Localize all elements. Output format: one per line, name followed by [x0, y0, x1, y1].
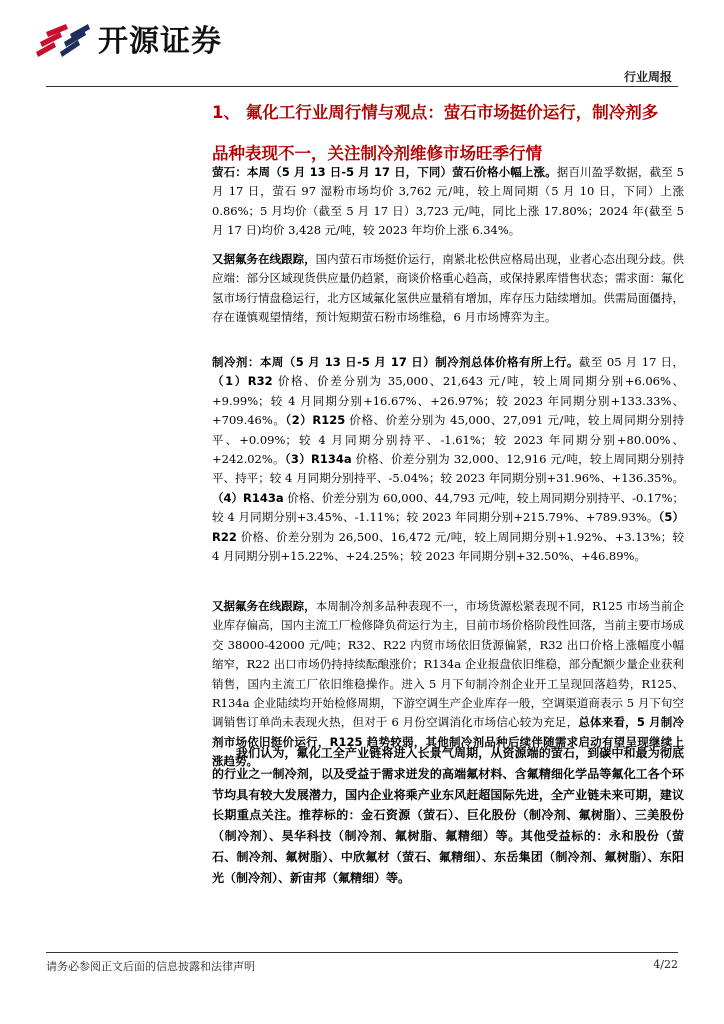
footer-disclaimer: 请务必参阅正文后面的信息披露和法律声明	[46, 960, 255, 973]
report-type-label: 行业周报	[623, 70, 672, 84]
refrigerant-lead: 制冷剂：本周（5 月 13 日-5 月 17 日）制冷剂总体价格有所上行。	[212, 355, 579, 369]
brand-name: 开源证券	[98, 24, 222, 59]
logo-mark-icon	[34, 22, 92, 62]
r22-body: 价格、价差分别为 26,500、16,472 元/吨，较上周同期分别+1.92%、+3.13%；较 4 月同期分别+15.22%、+24.25%；较 2023 年同期分别+32.50%、+46.89%。	[212, 529, 684, 564]
page-number: 4/22	[653, 958, 678, 971]
fluorite-tracking-lead: 又据氟务在线跟踪，	[212, 252, 316, 266]
r22-lead: （5）R22	[212, 510, 684, 544]
investment-view-text: 我们认为，氟化工全产业链将进入长景气周期，从资源端的萤石，到碳中和最为彻底的行业之一制冷剂，以及受益于需求迸发的高端氟材料、含氟精细化学品等氟化工各个环节均具有较大发展潜力，国内企业将乘产业东风赶超国际先进，全产业链未来可期，建议长期重点关注。推荐标的：金石资源（萤石）、巨化股份（制冷剂、氟树脂）、三美股份（制冷剂）、昊华科技（制冷剂、氟树脂、氟精细）等。其他受益标的：永和股份（萤石、制冷剂、氟树脂）、中欣氟材（萤石、氟精细）、东岳集团（制冷剂、氟树脂）、东阳光（制冷剂）、新宙邦（氟精细）等。	[212, 746, 684, 885]
company-logo	[34, 20, 294, 64]
r32-body: 价格、价差分别为 35,000、21,643 元/吨，较上周同期分别+6.06%、+9.99%；较 4 月同期分别+16.67%、+26.97%；较 2023 年同期分别+133.33%、+709.46%。	[212, 374, 684, 428]
r125-lead: （2）R125	[285, 413, 346, 428]
section-title-line-2: 品种表现不一，关注制冷剂维修市场旺季行情	[212, 144, 542, 163]
fluorite-body: 据百川盈孚数据，截至 5 月 17 日，萤石 97 湿粉市场均价 3,762 元/吨，较上周同期（5 月 10 日，下同）上涨 0.86%；5 月均价（截至 5 月 17 日）3,723 元/吨，同比上涨 17.80%；2024 年(截至 5 月 17 日)均价 3,428 元/吨，较 2023 年均价上涨 6.34%。	[212, 165, 684, 238]
header-divider	[46, 86, 678, 87]
investment-view-paragraph	[212, 743, 684, 889]
refrigerant-tracking-lead: 又据氟务在线跟踪，	[212, 599, 316, 613]
fluorite-paragraph	[212, 163, 684, 241]
r134a-lead: （3）R134a	[284, 452, 352, 467]
refrigerant-tracking-body: 本周制冷剂多品种表现不一，市场货源松紧表现不同，R125 市场当前企业库存偏高，国内主流工厂检修降负荷运行为主，目前市场价格阶段性回落，当前主要市场成交 38000-42000 元/吨；R32、R22 内贸市场依旧货源偏紧，R32 出口价格上涨幅度小幅缩窄，R22 出口市场仍持持续酝酿涨价；R134a 企业报盘依旧维稳，部分配额少量企业获利销售，国内主流工厂依旧维稳操作。进入 5 月下旬制冷剂企业开工呈现回落趋势，R125、R134a 企业陆续均开始检修周期，下游空调生产企业库存一般，空调渠道商表示 5 月下旬空调销售订单尚未表现火热，但对于 6 月份空调消化市场信心较为充足，	[212, 599, 685, 730]
refrigerant-tracking-summary: 总体来看，5 月制冷剂市场依旧挺价运行，R125 趋势较弱，其他制冷剂品种后续伴随需求启动有望呈现继续上涨趋势。	[212, 715, 684, 769]
refrigerant-paragraph	[212, 353, 684, 566]
section-title-line-1: 1、 氟化工行业周行情与观点：萤石市场挺价运行，制冷剂多	[212, 103, 659, 122]
r143a-lead: （4）R143a	[212, 490, 284, 505]
fluorite-tracking-body: 国内萤石市场挺价运行，南紧北松供应格局出现，业者心态出现分歧。供应端：部分区域现货供应量仍趋紧，商谈价格重心趋高，或保持累库惜售状态；需求面：氟化氢市场行情盘稳运行，北方区域氟化氢供应量稍有增加，库存压力陆续增加。供需局面僵持，存在谨慎观望情绪，预计短期萤石粉市场维稳，6 月市场博弈为主。	[212, 252, 685, 325]
refrigerant-date: 截至 05 月 17 日，	[578, 355, 684, 369]
r134a-body: 价格、价差分别为 32,000、12,916 元/吨，较上周同期分别持平、持平；较 4 月同期分别持平、-5.04%；较 2023 年同期分别+31.96%、+136.35%。	[212, 452, 684, 486]
section-title	[212, 92, 682, 174]
fluorite-lead: 萤石：本周（5 月 13 日-5 月 17 日，下同）萤石价格小幅上涨。	[212, 165, 557, 179]
r143a-body: 价格、价差分别为 60,000、44,793 元/吨，较上周同期分别持平、-0.17%；较 4 月同期分别+3.45%、-1.11%；较 2023 年同期分别+215.79%、+789.93%。	[212, 490, 685, 525]
footer-divider	[46, 952, 678, 953]
fluorite-tracking-paragraph	[212, 250, 684, 328]
r125-body: 价格、价差分别为 45,000、27,091 元/吨，较上周同期分别持平、+0.09%；较 4 月同期分别持平、-1.61%；较 2023 年同期分别+80.00%、+242.02%。	[212, 413, 684, 467]
r32-lead: （1）R32	[212, 374, 273, 389]
